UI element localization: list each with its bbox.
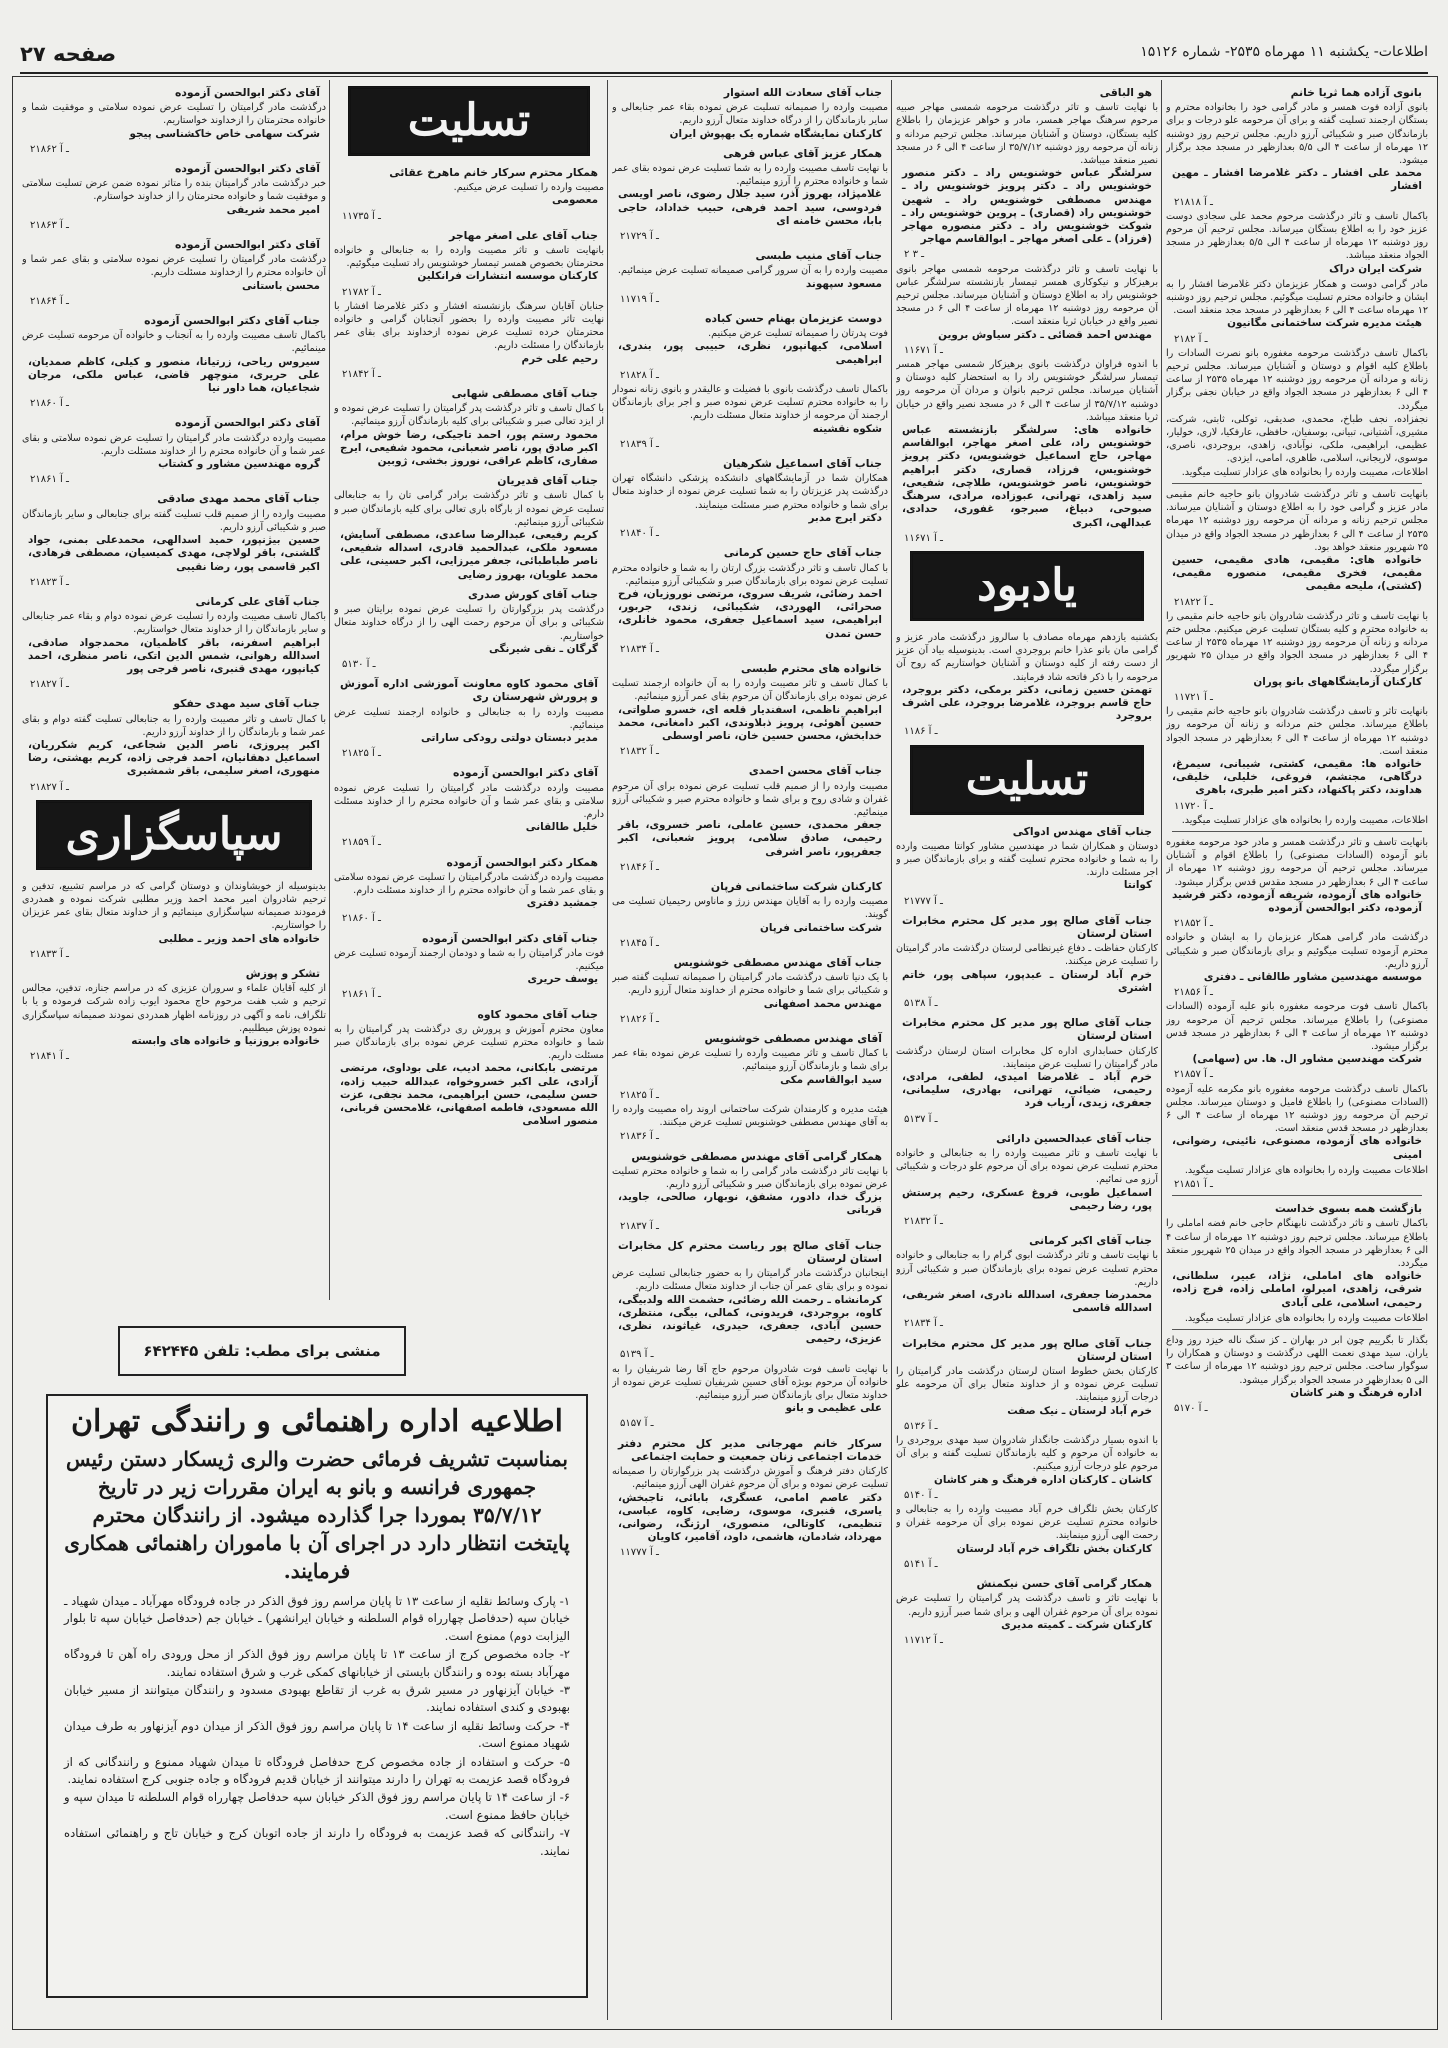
notice-heading: همکار گرامی آقای حسن نیکمنش <box>976 1577 1152 1591</box>
page-header <box>20 36 1428 74</box>
ad-reference: ۲۱۸۴۵ ـ آ <box>620 937 659 949</box>
section-banner-sepasgozari: سپاسگزاری <box>36 800 312 870</box>
notice-body: با کمال تاسف و تاثر درگذشت بزرگ ارتان را به شما و خانواده محترم تسلیت عرض نموده برای بازماندگان صبر و شکیبائی آرزو مینمائیم. <box>612 562 888 587</box>
notice-heading: بازگشت همه بسوی خداست <box>1274 1202 1422 1216</box>
notice-heading: هو الباقی <box>1099 86 1152 99</box>
issue-meta: اطلاعات- یکشنبه ۱۱ مهرماه ۲۵۳۵- شماره ۱۵۱۲۶ <box>1140 44 1428 60</box>
signatories: ابراهیم اسفرنه، باقر کاظمیان، محمدجواد صادقی، اسدالله رهوانی، شمس الدین اتکی، ناصر منظری، احمد کیانپور، مهدی قنبری، ناصر فرجی پور <box>28 636 320 675</box>
notice-body: باکمال تاسف و تاثر درگذشت نابهنگام حاجی خانم فضه اماملی را باطلاع میرساند. مجلس ترحیم روز دوشنبه ۱۲ مهرماه از ساعت ۴ الی ۶ بعدازظهر در مسجد الجواد واقع در میدان ۲۵ شهریور منعقد میگردد. <box>1166 1218 1428 1270</box>
notice-body: با کمال تاسف و تاثر مصیبت وارده را تسلیت عرض نموده بقاء عمر برای شما و بازماندگان آرزو مینمائیم. <box>612 1048 888 1073</box>
notice-heading: جناب آقای محمود کاوه <box>477 1007 598 1021</box>
signatories: کارکنان شرکت ـ کمیته مدیری <box>1001 1618 1152 1631</box>
notice-item: ۶- از ساعت ۱۴ تا پایان مراسم روز فوق الذکر خیابان سپه حدفاصل چهارراه قوام السلطنه تا میدان سپه و خیابان حافظ ممنوع است. <box>64 1790 570 1822</box>
ad-reference: ۱۱۸۶ ـ آ <box>904 726 938 738</box>
notice-heading: آقای دکتر ابوالحسن آزموده <box>175 86 320 99</box>
ad-reference: ۱۱۷۳۵ ـ آ <box>342 210 381 222</box>
notice-heading: جناب آقای اسماعیل شکرهیان <box>723 457 882 471</box>
notice-heading: جناب آقای صالح پور مدیر کل محترم مخابرات استان لرستان <box>902 1336 1152 1363</box>
ad-reference: ۲۱۸۶۴ ـ آ <box>30 295 69 307</box>
signatories: اداره فرهنگ و هنر کاشان <box>1290 1386 1422 1399</box>
divider <box>1172 831 1422 832</box>
notice-body: اطلاعات، مصیبت وارده را بخانواده های عزادار تسلیت میگوید. <box>1181 814 1428 826</box>
ad-reference: ۵۱۷۰ ـ آ <box>1174 1403 1208 1415</box>
signatories: احمد رضائی، شریف سروی، مرتضی نوروزیان، فرح صحرائی، الهوردی، شکیبائی، زندی، جربور، ابراهیمی، سید اسماعیل جعفری، محمود خانلری، حسن تمدن <box>618 587 882 640</box>
notice-body: با کمال تاسف و تاثر مصیبت وارده را به آن خانواده ارجمند تسلیت عرض نموده برای بازماندگان آن مرحوم بقای عمر آرزو مینمائیم. <box>612 678 888 703</box>
signatories: خانواده های: مقیمی، هادی مقیمی، حسین مقیمی، فخری مقیمی، منصوره مقیمی، (کشتی)، ملیحه مقیمی <box>1172 553 1422 593</box>
signatories: کاشان ـ کارکنان اداره فرهنگ و هنر کاشان <box>933 1473 1152 1486</box>
notice-heading: جناب آقای دکتر ابوالحسن آزموده <box>422 931 598 945</box>
notice-item: ۷- رانندگانی که قصد عزیمت به فرودگاه را دارند از جاده اتوبان کرج و خیابان تاج و راهنمائی استفاده نمایند. <box>64 1826 570 1858</box>
notice-heading: آقای محمود کاوه معاونت آموزشی اداره آموزش و پرورش شهرستان ری <box>340 677 598 704</box>
notice-body: بدینوسیله از خویشاوندان و دوستان گرامی که در مراسم تشییع، تدفین و ترحیم شادروان امیر محمد احمد وزیر مطلبی شرکت نموده و همدردی فرمودند صمیمانه سپاسگزاری مینمائیم و از خداوند متعال بقای عمر عزیزان را خواستاریم. <box>22 880 326 932</box>
notice-body: بگذار تا بگرییم چون ابر در بهاران ـ کز سنگ ناله خیزد روز وداع یاران. سید مهدی نعمت اللهی درگذشت و دوستان و همکاران را سوگوار ساخت. مجلس ترحیم روز دوشنبه ۱۲ مهرماه از ساعت ۳ الی ۵ بعدازظهر در مسجد الجواد برگزار میشود. <box>1166 1335 1428 1386</box>
ad-reference: ۲۱۸۱۸ ـ آ <box>1174 196 1213 208</box>
notice-body: با اندوه بسیار درگذشت جانگداز شادروان سید مهدی بروجردی را به خانواده آن مرحوم و کلیه بازماندگان تسلیت گفته و برای آن مرحوم علو درجات آرزو میکنیم. <box>896 1435 1158 1473</box>
notice-heading: دوست عزیزمان بهنام حسن کباده <box>705 312 882 326</box>
signatories: شرکت ساختمانی فرپان <box>759 921 882 934</box>
notice-heading: جناب آقای قدیریان <box>497 474 598 488</box>
ad-reference: ۲ ـ ۳ <box>904 249 925 261</box>
notice-heading: جناب آقای حاج حسین کرمانی <box>723 546 882 560</box>
notice-heading: همکار گرامی آقای مهندس مصطفی خوشنویس <box>631 1149 882 1163</box>
ad-reference: ۲۱۸۶۰ ـ آ <box>342 913 381 925</box>
notice-heading: جناب آقای سعادت الله استوار <box>723 86 882 99</box>
notice-body: خبر درگذشت مادر گرامیتان بنده را متاثر نموده ضمن عرض تسلیت سلامتی و موفقیت شما و خانواده محترمتان را از خداوند خواستارم. <box>22 178 326 203</box>
signatories: خرم آباد لرستان ـ عبدپور، سپاهی پور، خاتم اشتری <box>902 968 1152 994</box>
signatories: کوانتا <box>1123 879 1152 892</box>
notice-heading: جناب آقای صالح پور مدیر کل محترم مخابرات استان لرستان <box>902 913 1152 940</box>
notice-heading: جناب آقای محسن احمدی <box>748 764 882 778</box>
ad-reference: ۵۱۳۸ ـ آ <box>904 997 938 1009</box>
ad-reference: ۲۱۸۳۹ ـ آ <box>620 438 659 450</box>
notice-item: ۴- حرکت وسائط نقلیه از ساعت ۱۴ تا پایان مراسم روز فوق الذکر از میدان دوم آیزنهاور به طرف میدان شهیاد ممنوع است. <box>64 1718 571 1751</box>
signatories: امیر محمد شریفی <box>226 203 320 216</box>
column-four <box>334 80 604 1300</box>
column-rule <box>329 80 330 1300</box>
ad-reference: ۲۱۸۲۳ ـ آ <box>30 576 69 588</box>
ad-reference: ۵۱۴۰ ـ آ <box>904 1489 938 1501</box>
ad-reference: ۱۱۷۱۹ ـ آ <box>620 293 659 305</box>
notice-heading: همکار دکتر ابوالحسن آزموده <box>446 855 598 869</box>
ad-reference: ۵۱۳۰ ـ آ <box>342 658 376 670</box>
signatories: خانواده های احمد وزیر ـ مطلبی <box>158 932 320 945</box>
signatories: کارکنان بخش تلگراف خرم آباد لرستان <box>956 1542 1152 1555</box>
notice-item: ۳- خیابان آیزنهاور در مسیر شرق به غرب از تقاطع بهبودی مسدود و رانندگان میتوانند از مسیر خیابان بهبودی و کندی استفاده نمایند. <box>64 1683 570 1715</box>
notice-body: همکاران شما در آزمایشگاههای دانشکده پزشکی دانشگاه تهران درگذشت پدر عزیزتان را به شما تسلیت عرض نموده از خداوند متعال برای شما و خانواده محترم صبر مسئلت مینمایند. <box>612 473 888 511</box>
notice-body: باکمال تاسف و تاثر درگذشت مرحوم محمد علی سجادی دوست عزیز خود را به اطلاع بستگان میرساند. مجلس ترحیم آن مرحوم روز دوشنبه ۱۲ مهرماه از ساعت ۴ الی ۵/۵ بعدازظهر در مسجد الجواد منعقد میباشد. <box>1166 210 1428 262</box>
notice-heading: جناب آقای سید مهدی حفکو <box>173 697 320 711</box>
notice-body: باکمال تاسف مصیبت وارده را به آنجناب و خانواده آن مرحومه تسلیت عرض مینمائیم. <box>22 330 326 355</box>
ad-reference: ۲۱۸۳۲ ـ آ <box>620 746 659 758</box>
signatories: خانواده های آزموده، شریفه آزموده، دکتر فرشید آزموده، دکتر ابوالحسن آزموده <box>1172 888 1422 914</box>
signatories: رحیم علی خرم <box>521 352 598 365</box>
ad-reference: ۲۱۸۴۱ ـ آ <box>30 1051 69 1063</box>
notice-items <box>48 1593 586 1860</box>
notice-heading: همکار عزیز آقای عباس فرهی <box>723 146 882 160</box>
notice-body: بانوی آزاده فوت همسر و مادر گرامی خود را بخانواده محترم و بستگان ارجمند تسلیت گفته و برای آن مرحومه علو درجات و برای بازماندگان صبر و شکیبائی آرزو داریم. مجلس ترحیم روز دوشنبه ۱۲ مهرماه از ساعت ۴ الی ۵/۵ بعدازظهر در مسجد مجد برگزار میشود. <box>1166 102 1428 167</box>
ad-reference: ۵۱۴۱ ـ آ <box>904 1558 938 1570</box>
notice-body: باکمال تاسف فوت مرحومه مغفوره بانو علیه آزموده (السادات مصنوعی) را باطلاع میرساند. مجلس ترحیم آن مرحومه روز دوشنبه ۱۲ مهرماه از ساعت ۴ الی ۶ بعدازظهر در مسجد قدس برگزار میشود. <box>1166 1001 1428 1053</box>
divider <box>1172 1195 1422 1196</box>
notice-body: با کمال تاسف و تاثر درگذشت برادر گرامی تان را به جنابعالی تسلیت عرض نموده از بارگاه باری تعالی برای کلیه بازماندگان صبر و شکیبائی آرزو مینمائیم. <box>334 490 604 528</box>
notice-body: کارکنان بخش تلگراف خرم آباد مصیبت وارده را به جنابعالی و خانواده محترم تسلیت عرض نموده برای آن مرحومه غفران و رحمت الهی آرزو مینمایند. <box>896 1504 1158 1542</box>
notice-heading: کارکنان شرکت ساختمانی فرپان <box>710 879 882 893</box>
signatories: جمشید دفتری <box>526 897 598 910</box>
ad-reference: ۲۱۸۶۲ ـ آ <box>30 143 69 155</box>
ad-reference: ۲۱۸۵۱ ـ آ <box>1174 1179 1213 1191</box>
notice-heading: سرکار خانم مهرجانی مدیر کل محترم دفتر خدمات اجتماعی زنان جمعیت و حمایت اجتماعی <box>618 1436 882 1463</box>
notice-body: درگذشت پدر بزرگوارتان را تسلیت عرض نموده برایتان صبر و شکیبائی و برای آن مرحوم رحمت الهی را از درگاه خداوند متعال خواستاریم. <box>334 604 604 642</box>
ad-reference: ۲۱۸۶۰ ـ آ <box>30 398 69 410</box>
notice-body: مصیبت وارده را به آقایان مهندس زرژ و ماناوس رحیمیان تسلیت می گویند. <box>612 896 888 921</box>
signatories: شرکت مهندسین مشاور ال. ها. س (سهامی) <box>1192 1053 1422 1066</box>
notice-heading: بانوی آزاده هما ثریا خانم <box>1290 86 1422 99</box>
notice-heading: جناب آقای صالح پور مدیر کل محترم مخابرات استان لرستان <box>902 1016 1152 1043</box>
notice-item: ۱- پارک وسائط نقلیه از ساعت ۱۳ تا پایان مراسم روز فوق الذکر در جاده فرودگاه مهرآباد ـ میدان شهیاد ـ خیابان سپه (حدفاصل چهارراه قوام السلطنه و خیابان ایرانشهر) ـ خیابان جم (حدفاصل خیابان سپه تا بلوار الیزابت دوم) ممنوع است. <box>64 1594 570 1643</box>
signatories: خانواده های: سرلشگر بازنشسته عباس خوشنویس راد، علی اصغر مهاجر، ابوالقاسم مهاجر، حاج اسماعیل خوشنویس، دکتر پرویز خوشنویس، فرزاد، قصاری، دکتر ابراهیم خوشنویس، ناصر خوشنویس، طلاچی، شفیعی، سید زاهدی، تهرانی، عبوزاده، مرادی، سرهنگ صبوحی، دبیاغ، صبرجو، غفوری، حدادی، عبدالهی، اکبری <box>902 424 1152 529</box>
notice-heading: جناب آقای دکتر ابوالحسن آزموده <box>144 314 320 328</box>
signatories: خانواده های اماملی، نژاد، عبیر، سلطانی، شرقی، زاهدی، امیرلو، اماملی زاده، فرج زاده، رحیمی، اسلامی، علی آبادی <box>1172 1270 1422 1309</box>
notice-body: با کمال تاسف و تاثر مصیبت وارده را به جنابعالی تسلیت گفته دوام و بقای عمر شما و بازماندگان را از خداوند آرزو داریم. <box>22 713 326 738</box>
notice-body: جنابان آقایان سرهنگ بازنشسته افشار و دکتر غلامرضا افشار با نهایت تاثر مصیبت وارده را بحضور آنجنابان گرامی و خانواده محترمتان خرده تسلیت عرض نموده ازخداوند برای بقای عمر بازماندگان را مسئلت داریم. <box>334 300 604 352</box>
ad-reference: ۲۱۸۴۲ ـ آ <box>342 368 381 380</box>
notice-body: هیئت مدیره و کارمندان شرکت ساختمانی اروند راه مصیبت وارده را به آقای مهندس مصطفی خوشنویس تسلیت عرض میکنند. <box>612 1104 888 1129</box>
divider <box>1172 483 1422 484</box>
ad-reference: ۲۱۸۶۳ ـ آ <box>30 219 69 231</box>
notice-heading: آقای مهندس مصطفی خوشنویس <box>704 1032 882 1045</box>
signatories: خانواده های آزموده، مصنوعی، نائینی، رضوانی، امینی <box>1172 1135 1422 1161</box>
notice-body: فوت پدرتان را صمیمانه تسلیت عرض میکنیم. <box>708 328 888 340</box>
ad-reference: ۲۱۸۶۱ ـ آ <box>342 989 381 1001</box>
ad-reference: ۲۱۸۴۰ ـ آ <box>620 528 659 540</box>
notice-body: کارکنان دفتر فرهنگ و آموزش درگذشت پدر بزرگوارتان را صمیمانه تسلیت عرض نموده و برای آن مرحوم غفران الهی آرزو مینمائیم. <box>612 1466 888 1491</box>
ad-reference: ۲۱۸۳۴ ـ آ <box>904 1318 943 1330</box>
notice-body: با نهایت تاسف و تاثر درگذشت مرحومه شمسی مهاجر صبیه مرحوم سرهنگ مهاجر همسر، مادر و خواهر عزیزمان را باطلاع کلیه بستگان، دوستان و آشنایان میرساند. مجلس ترحیم مردانه و زنانه آن مرحومه روز دوشنبه ۳۵/۷/۱۲ از ساعت ۴ الی ۶ در مسجد نصیر منعقد میباشد. <box>896 102 1158 167</box>
notice-body: با نهایت تاسف و تاثر مصیبت وارده را به جنابعالی و خانواده محترم تسلیت عرض نموده برای آن مرحوم علو درجات و شکیبائی آرزو می نمائیم. <box>896 1148 1158 1186</box>
notice-body: درگذشت مادر گرامی همکار عزیزمان را به ایشان و خانواده محترم آزموده تسلیت میگوئیم و برای بازماندگان صبر و شکیبائی آرزو داریم. <box>1166 932 1428 970</box>
notice-body: مصیبت وارده را صمیمانه تسلیت عرض نموده بقاء عمر جنابعالی و سایر بازماندگان را از درگاه خداوند متعال آرزو داریم. <box>612 102 888 127</box>
ad-reference: ۱۱۶۷۱ ـ آ <box>904 344 943 356</box>
notice-body: بانهایت تاسف و تاثر درگذشت همسر و مادر خود مرحومه مغفوره بانو آزموده (السادات مصنوعی) را باطلاع اقوام و آشنایان میرساند. مجلس ترحیم آن مرحومه روز دوشنبه ۱۲ مهرماه از ساعت ۴ الی ۶ بعدازظهر در مسجد مقدس قدس برگزار میشود. <box>1166 836 1428 888</box>
notice-heading: آقای دکتر ابوالحسن آزموده <box>175 162 320 176</box>
notice-body: اطلاعات مصیبت وارده را بخانواده های عزادار تسلیت میگوید. <box>1184 1164 1428 1176</box>
notice-body: با نهایت تاسف مصیبت وارده را به شما تسلیت عرض نموده بقای عمر شما و خانواده محترم را آرزو مینمائیم. <box>612 163 888 188</box>
ad-reference: ۲۱۸۳۷ ـ آ <box>620 1220 659 1232</box>
notice-body: باکمال تاسف مصیبت وارده را تسلیت عرض نموده دوام و بقاء عمر جنابعالی و سایر بازماندگان را از خداوند متعال خواستاریم. <box>22 611 326 636</box>
notice-body: مصیبت وارده را از صمیم قلب تسلیت گفته برای جنابعالی و سایر بازماندگان صبر و شکیبائی آرزو داریم. <box>22 508 326 533</box>
ad-reference: ۲۱۸۵۷ ـ آ <box>1174 1069 1213 1081</box>
signatories: هیئت مدیره شرکت ساختمانی مگانیون <box>1227 317 1422 330</box>
section-banner-tasliyat_2: تسلیت <box>910 745 1144 815</box>
column-two <box>896 80 1158 2020</box>
notice-body: اطلاعات مصیبت وارده را بخانواده های عزادار تسلیت میگوید. <box>1184 1312 1428 1324</box>
notice-item: ۲- جاده مخصوص کرج از ساعت ۱۳ تا پایان مراسم روز فوق الذکر از محل ورودی راه آهن تا فرودگاه مهرآباد بسته بوده و رانندگان بایستی از خیابانهای کمکی غرب و شرق استفاده نمایند. <box>64 1647 570 1679</box>
notice-body: فوت مادر گرامیتان را به شما و دودمان ارجمند آزموده تسلیت عرض میکنیم. <box>334 947 604 972</box>
notice-body: مصیبت وارده را از صمیم قلب تسلیت عرض نموده برای آن مرحوم غفران و شادی روح و برای شما و خانواده محترم صبر و شکیبائی آرزو مینمائیم. <box>612 780 888 818</box>
notice-body: مصیبت وارده را به جنابعالی و خانواده ارجمند تسلیت عرض مینمائیم. <box>334 706 604 731</box>
ad-reference: ۲۱۸۳۲ ـ آ <box>904 1216 943 1228</box>
ad-reference: ۵۱۳۹ ـ آ <box>620 1349 654 1361</box>
notice-body: با اندوه فراوان درگذشت بانوی برهیزکار شمسی مهاجر همسر تیمسار سرلشگر خوشنویس راد را به استحضار کلیه دوستان و آشنایان میرساند. مجلس ترحیم بانوان و مردان آن مرحومه روز دوشنبه ۳۵/۷/۱۲ از ساعت ۴ الی ۶ در مسجد نصیر واقع در خیابان ثریا منعقد میباشد. <box>896 359 1158 423</box>
notice-body: با نهایت تاثر درگذشت مادر گرامی را به شما و خانواده محترم تسلیت عرض نموده برای بازماندگان صبر و شکیبائی آرزو داریم. <box>612 1165 888 1191</box>
ad-reference: ۲۱۸۲۵ ـ آ <box>342 748 381 760</box>
signatories: غلامپژاد، بهروز آذر، سید جلال رضوی، ناصر اویسی فردوسی، سید احمد فرهی، حبیب خداداد، حاجی بابا، محسن خامنه ای <box>618 188 882 227</box>
ad-reference: ۲۱۸۶۱ ـ آ <box>30 474 69 486</box>
signatories: تهمتن حسین زمانی، دکتر برمکی، دکتر بروجرد، حاج قاسم بروجرد، غلامرضا بروجرد، علی اشرف بروجرد <box>902 683 1152 723</box>
ad-reference: ۲۱۸۲۶ ـ آ <box>620 1013 659 1025</box>
signatories: خرم آباد لرستان ـ نیک صفت <box>1007 1404 1152 1417</box>
signatories: خلیل طالقانی <box>525 821 598 834</box>
signatories: دکتر عاصم امامی، عسگری، بابائی، تاجبخش، یاسری، قنبری، موسوی، رضایی، کاوه، عباسی، تنظیمی، کاوتالی، منصوری، ارژنگ، رضوانی، مهرداد، شادمان، هاشمی، داود، آقامیر، کاویان <box>618 1491 882 1544</box>
signatories: معصومی <box>552 194 598 207</box>
column-rule <box>891 80 892 2020</box>
notice-heading: جناب آقای عبدالحسین دارائی <box>996 1131 1152 1145</box>
ad-reference: ۱۱۷۲۰ ـ آ <box>1174 800 1213 812</box>
signatories: کارکنان آزمایشگاههای بانو پوران <box>1253 675 1422 688</box>
signatories: کریم رفیعی، عبدالرضا ساعدی، مصطفی آسایش، مسعود ملکی، عبدالحمید قادری، اسداله شفیعی، ناصر طباطبائی، جعفر میرزایی، اکبر حسینی، علی محمد علویان، بهروز رضایی <box>340 529 598 581</box>
signatories: محمود رستم پور، احمد تاجیکی، رضا خوش مرام، اکبر صادق پور، ناصر شعبانی، محمود شفیعی، ایرج صفاری، کاظم عراقی، نوروز بخشی، ژوبین <box>340 428 598 468</box>
ad-reference: ۲۱۷۲۹ ـ آ <box>620 231 659 243</box>
signatories: مدیر دبستان دولتی رودکی ساراتی <box>421 731 598 744</box>
ad-reference: ۲۱۸۵۲ ـ آ <box>1174 918 1213 930</box>
notice-body: باکمال تاسف درگذشت مرحومه مغفوره بانو مکرمه علیه آزموده (السادات مصنوعی) را باطلاع فامیل و دوستان میرساند. مجلس ترحیم آن مرحومه روز دوشنبه ۱۲ مهرماه از ساعت ۴ الی ۶ بعدازظهر در مسجد قدس منعقد است. <box>1166 1083 1428 1135</box>
ad-reference: ۵۱۳۶ ـ آ <box>904 1420 938 1432</box>
notice-item: ۵- حرکت و استفاده از جاده مخصوص کرج حدفاصل فرودگاه تا میدان شهیاد ممنوع و رانندگانی که از فرودگاه قصد عزیمت به تهران را دارند میتوانند از خیابان قدیم فرودگاه و جاده جنوبی کرج استفاده نمایند. <box>64 1754 570 1787</box>
notice-heading: آقای دکتر ابوالحسن آزموده <box>175 416 320 430</box>
signatories: شرکت ایران دراک <box>1329 262 1422 275</box>
column-rule <box>1161 80 1162 2020</box>
notice-subtitle: بمناسبت تشریف فرمائی حضرت والری ژیسکار دستن رئیس جمهوری فرانسه و بانو به ایران مقررات زیر در تاریخ ۳۵/۷/۱۲ بموردا جرا گذارده میشود. از رانندگان محترم پایتخت انتظار دارد در اجرای آن با ماموران راهنمائی همکاری فرمایند. <box>64 1447 570 1583</box>
notice-body: کارکنان بخش خطوط استان لرستان درگذشت مادر گرامیتان را تسلیت عرض نموده و از خداوند متعال برای آن مرحومه علو درجات آرزو مینمایند. <box>896 1366 1158 1404</box>
column-obituaries <box>1166 80 1428 2020</box>
ad-reference: ۲۱۸۲۷ ـ آ <box>30 781 69 793</box>
notice-body: با نهایت تاثر و تاسف درگذشت پدر گرامیتان را تسلیت عرض نموده برای آن مرحوم غفران الهی و برای شما صبر آرزو داریم. <box>896 1593 1158 1618</box>
notice-heading: جناب آقای مهندس ادواکی <box>1012 824 1152 838</box>
notice-body: درگذشت مادر گرامیتان را تسلیت عرض نموده سلامتی و بقای عمر شما و آن خانواده محترم را ازخداوند مسئلت داریم. <box>22 254 326 279</box>
notice-heading: جناب آقای کورش صدری <box>467 587 598 601</box>
signatories: کرمانشاه ـ رحمت الله رضائی، حشمت الله ولدبیگی، کاوه، بروجردی، فریدونی، کمالی، بیگی، منتظری، حسین آبادی، جعفری، حیدری، غیاثوند، نظری، عزیزی، رحیمی <box>618 1293 882 1346</box>
signatories: محسن باستانی <box>241 279 320 292</box>
phone-box <box>118 1326 406 1376</box>
notice-body: بانهایت تاثر و تاسف درگذشت شادروان بانو حاجیه خانم مقیمی را باطلاع میرساند. مجلس ختم مردانه و زنانه آن مرحومه روز دوشنبه ۱۲ مهرماه از ساعت ۴ الی ۶ بعدازظهر در مسجد الجواد منعقد است. <box>1166 706 1428 757</box>
notice-body: کارکنان حفاظت ـ دفاع غیرنظامی لرستان درگذشت مادر گرامیتان را تسلیت عرض میکنند. <box>896 943 1158 968</box>
notice-heading: جناب آقای علی کرمانی <box>195 594 320 608</box>
signatories: یوسف حریری <box>527 973 598 986</box>
notice-body: از کلیه آقایان علماء و سروران عزیزی که در مراسم جنازه، تدفین، مجالس ترحیم و شب هفت مرحوم حاج محمود ایوب زاده شرکت فرموده و یا با تلگراف، نامه و آگهی در روزنامه اظهار همدردی نمودند صمیمانه سپاسگزاری نموده پوزش میطلبیم. <box>22 983 326 1034</box>
notice-body: اطلاعات، مصیبت وارده را بخانواده های عزادار تسلیت میگوید. <box>1181 466 1428 478</box>
notice-heading: جناب آقای علی اصغر مهاجر <box>449 228 598 242</box>
signatories: اکبر پیروزی، ناصر الدین شجاعی، کریم شکرریان، اسماعیل دهقانیان، احمد فرجی زاده، کریم بهشتی، رضا منهوری، اصغر سلیمی، باقر شمشیری <box>28 738 320 778</box>
signatories: خانواده بروزنیا و خانواده های وابسته <box>131 1034 320 1047</box>
ad-reference: ۱۱۷۲۱ ـ آ <box>1174 691 1213 703</box>
signatories: مهندس احمد قضائی ـ دکتر سیاوش بروین <box>938 328 1152 341</box>
notice-body: مادر گرامی دوست و همکار عزیزمان دکتر غلامرضا افشار را به ایشان و خانواده محترم تسلیت میگوئیم. مجلس ترحیم روز دوشنبه ۱۲ مهرماه ساعت ۴ الی ۶ بعدازظهر در مسجد مجد منعقد است. <box>1166 278 1428 317</box>
signatories: جعفر محمدی، حسین عاملی، ناصر خسروی، باقر رحیمی، صادق سلامی، پرویز شعبانی، اکبر جعفرپور، ناصر اشرفی <box>618 819 882 858</box>
notice-heading: جناب آقای مهندس مصطفی خوشنویس <box>673 955 882 969</box>
notice-body: با کمال تاسف و تاثر درگذشت پدر گرامیتان را تسلیت عرض نموده و از ایزد تعالی صبر و شکیبائی برای کلیه بازماندگان آرزو مینمائیم. <box>334 403 604 428</box>
traffic-notice <box>46 1394 588 1998</box>
signatories: کارکنان موسسه انتشارات فرانکلین <box>417 270 598 283</box>
signatories: علی عظیمی و بانو <box>785 1402 882 1415</box>
signatories: اسلامی، کیهانپور، نظری، حبیبی پور، بندری، ابراهیمی <box>618 340 882 366</box>
ad-reference: ۲۱۸۲۲ ـ آ <box>1174 596 1213 608</box>
notice-body: مصیبت وارده را به آن سرور گرامی صمیمانه تسلیت عرض مینمائیم. <box>617 265 888 277</box>
ad-reference: ۲۱۸۵۹ ـ آ <box>342 837 381 849</box>
notice-heading: تشکر و پوزش <box>245 966 320 980</box>
ad-reference: ۲۱۸۲۷ ـ آ <box>30 679 69 691</box>
signatories: موسسه مهندسین مشاور طالقانی ـ دفتری <box>1203 971 1422 983</box>
signatories: گروه مهندسین مشاور و کشتاب <box>158 458 320 471</box>
notice-heading: جناب آقای اکبر کرمانی <box>1029 1234 1152 1248</box>
ad-reference: ۱۱۷۷۷ ـ آ <box>620 1547 659 1559</box>
notice-body: باکمال تاسف درگذشت مرحومه مغفوره بانو نصرت السادات را باطلاع کلیه اقوام و دوستان و آشنایان میرساند. مجلس ترحیم زنانه و مردانه آن مرحومه روز دوشنبه ۱۲ مهرماه ۲۵۳۵ از ساعت ۴ الی ۶ بعدازظهر در مسجد الجواد واقع در خیابان نجفی برگزار میگردد. <box>1166 347 1428 412</box>
ad-reference: ۱۱۷۱۲ ـ آ <box>904 1634 943 1646</box>
signatories: محمدرضا جعفری، اسدالله نادری، اصغر شریفی، اسدالله قاسمی <box>902 1289 1152 1315</box>
column-five <box>22 80 326 1300</box>
notice-heading: همکار محترم سرکار خانم ماهرخ عقائی <box>389 166 598 179</box>
signatories: دکتر ایرج مدبر <box>808 511 882 524</box>
notice-body: با نهایت تاسف فوت شادروان مرحوم حاج آقا رضا شریفیان را به خانواده آن مرحوم بویژه آقای حسین شریفیان تسلیت عرض نموده از خداوند متعال برای بازماندگان صبر آرزو مینمائیم. <box>612 1363 888 1402</box>
signatories: شرکت سهامی خاص خاکشناسی پیجو <box>129 127 320 140</box>
notice-body: مصیبت وارده درگذشت مادر گرامیتان را تسلیت عرض نموده سلامتی و بقای عمر شما و آن خانواده محترم را از خداوند مسئلت داریم. <box>22 432 326 457</box>
signatories: مهندس محمد اصفهانی <box>763 997 882 1010</box>
signatories: مرتضی بابکانی، محمد ادیب، علی بوداوی، مرتضی آزادی، علی اکبر خسروخواه، عبدالله حبیب زاده، حسن سلیمی، حسن ابراهیمی، محمد نجفی، عزت الله مسعودی، فاطمه اصفهانی، غلامحسن قربانی، منصور اسلامی <box>340 1062 598 1128</box>
notice-body: با نهایت تاسف و تاثر درگذشت مرحومه شمسی مهاجر بانوی برهیزکار و نیکوکاری همسر تیمسار بازنشسته سرلشگر عباس خوشنویس راد به اطلاع دوستان و آشنایان میرساند. مجلس ترحیم آن مرحومه روز دوشنبه ۱۲ مهرماه از ساعت ۴ الی ۶ در مسجد نصیر واقع در خیابان ثریا منعقد است. <box>896 263 1158 328</box>
notice-body: درگذشت مادر گرامیتان را تسلیت عرض نموده سلامتی و موفقیت شما و خانواده محترمتان را ازخداوند خواستاریم. <box>22 102 326 127</box>
notice-body: معاون محترم آموزش و پرورش ری درگذشت پدر گرامیتان را به شما و خانواده محترم تسلیت عرض نموده برای بازماندگان صبر مسئلت داریم. <box>334 1023 604 1062</box>
notice-heading: خانواده های محترم طبسی <box>741 661 882 675</box>
notice-body: نجفزاده، نجف طباخ، محمدی، صدیقی، توکلی، ثابتی، شرکت، مشیری، آشتیانی، تبیانی، بوسفیان، حافظی، عارفکیا، لاری، خولیار، عظیمی، ابراهیمی، ملکی، نوآبادی، زاهدی، بروجردی، ناصری، موسوی، لاریجانی، اسلامی، طاهری، امامی، ایزدی. <box>1166 413 1428 465</box>
ad-reference: ۲۱۸۲۵ ـ آ <box>620 1089 659 1101</box>
notice-body: مصیبت وارده درگذشت مادر گرامیتان را تسلیت عرض نموده سلامتی و بقای عمر شما و آن خانواده محترم را از خداوند مسئلت دارم. <box>334 782 604 820</box>
notice-body: باکمال تاسف درگذشت بانوی با فضیلت و عالیقدر و بانوی زنانه نمودار را به خانواده محترم تسلیت عرض نموده صبر و اجر برای بازماندگان ارجمند آن مرحومه از خداوند متعال مسئلت داریم. <box>612 384 888 422</box>
signatories: حسین بیژنپور، حمید اسدالهی، محمدعلی بمنی، جواد گلشنی، باقر لولاچی، مهدی کمیسیان، مصطفی فرهادی، اکبر قاسمی پور، رضا نقیبی <box>28 534 320 573</box>
notice-body: بکشنبه یازدهم مهرماه مصادف با سالروز درگذشت مادر عزیز و گرامی مان بانو عذرا خانم بروجردی است. بدینوسیله بیاد آن عزیز از دست رفته از کلیه دوستان و آشنایان خواستاریم که روح آن مرحومه را با ذکر فاتحه شاد فرمایند. <box>896 631 1158 683</box>
notice-heading: جناب آقای مصطفی شهابی <box>451 387 598 401</box>
notice-heading: آقای دکتر ابوالحسن آزموده <box>453 766 598 780</box>
signatories: سرلشگر عباس خوشنویس راد ـ دکتر منصور خوشنویس راد ـ دکتر پرویز خوشنویس راد ـ مهندس مصطفی خوشنویس راد ـ شهین خوشنویس راد (قصاری) ـ پروین خوشنویس راد ـ شوکت خوشنویس راد ـ دکتر منصوره مهاجر (فرزاد) ـ علی اصغر مهاجر ـ ابوالقاسم مهاجر <box>902 167 1152 246</box>
page-number: صفحه ۲۷ <box>20 42 117 66</box>
notice-body: مصیبت وارده درگذشت مادرگرامیتان را تسلیت عرض نموده سلامتی و بقای عمر شما و آن خانواده محترم را از خداوند مسئلت دارم. <box>334 871 604 896</box>
ad-reference: ۲۱۷۸۲ ـ آ <box>342 286 381 298</box>
column-rule <box>607 80 608 2020</box>
signatories: خانواده ها: مقیمی، کشتی، شیبانی، سیمرغ، درگاهی، مجتشم، فروغی، خلیلی، خلیقی، هداوند، دکتر پاکنهاد، دکتر امیر طبری، باهری <box>1172 757 1422 797</box>
ad-reference: ۵۱۵۷ ـ آ <box>620 1418 654 1430</box>
signatories: گرگان ـ نقی شیرنگی <box>489 642 598 655</box>
ad-reference: ۲۱۸۲ ـ آ <box>1174 333 1208 345</box>
signatories: شکوه نقشینه <box>812 422 882 435</box>
notice-heading: آقای دکتر ابوالحسن آزموده <box>175 238 320 252</box>
ad-reference: ۱۱۶۷۱ ـ آ <box>904 532 943 544</box>
ad-reference: ۲۱۸۴۶ ـ آ <box>620 861 659 873</box>
signatories: خرم آباد ـ غلامرضا امیدی، لطفی، مرادی، رحیمی، ضیائی، تهرانی، بهادری، سلیمانی، جعفری، زیدی، آریاب فرد <box>902 1070 1152 1110</box>
signatories: سید ابوالقاسم مکی <box>780 1073 882 1086</box>
ad-reference: ۲۱۸۳۳ ـ آ <box>30 948 69 960</box>
ad-reference: ۲۱۸۵۶ ـ آ <box>1174 987 1213 999</box>
notice-body: مصیبت وارده را تسلیت عرض میکنیم. <box>453 182 604 194</box>
ad-reference: ۵۱۳۷ ـ آ <box>904 1113 938 1125</box>
ad-reference: ۲۱۸۳۴ ـ آ <box>620 643 659 655</box>
notice-body: اینجانبان درگذشت مادر گرامیتان را به حضور جنابعالی تسلیت عرض نموده و برای بقای عمر آن جناب از خداوند متعال مسئلت داریم. <box>612 1268 888 1293</box>
column-three <box>612 80 888 2020</box>
signatories: ابراهیم ناظمی، اسفندیار قلعه ای، خسرو صلواتی، حسین آهوئی، پرویز ذبلاوندی، اکبر دامغانی، محمد خدابخش، محسن حسین خان، ناصر اوسطی <box>618 703 882 742</box>
divider <box>1172 1329 1422 1330</box>
phone-text: منشی برای مطب: تلفن ۶۴۲۴۴۵ <box>143 1342 381 1360</box>
ad-reference: ۲۱۸۲۸ ـ آ <box>620 369 659 381</box>
notice-body: دوستان و همکاران شما در مهندسین مشاور کوانتا مصیبت وارده را به شما و خانواده محترم تسلیت گفته و برای بازماندگان صبر و اجر مسئلت دارند. <box>896 840 1158 879</box>
notice-heading: جناب آقای صالح پور ریاست محترم کل مخابرات استان لرستان <box>618 1238 882 1266</box>
signatories: بزرگ خدا، دادور، مشفق، نوبهار، صالحی، جاوید، قربانی <box>618 1191 882 1217</box>
notice-title: اطلاعیه اداره راهنمائی و رانندگی تهران <box>71 1404 563 1439</box>
signatories: اسماعیل طوبی، فروغ عسکری، رحیم پرستش پور، رضا رحیمی <box>902 1186 1152 1212</box>
notice-heading: جناب آقای منیب طبسی <box>755 249 882 263</box>
signatories: سیروس ریاحی، زرتیانا، منصور و کیلی، کاظم صمدیان، علی حریری، منوچهر قاضی، عباس ملکی، مرجان شجاعیان، هما داور نیا <box>28 355 320 395</box>
notice-body: با نهایت تاسف و تاثر درگذشت ابوی گرام را به جنابعالی و خانواده محترم تسلیت عرض نموده برای بازماندگان صبر و شکیبائی آرزو داریم. <box>896 1250 1158 1288</box>
section-banner-tasliyat_1: تسلیت <box>348 86 590 156</box>
signatories: محمد علی افشار ـ دکتر غلامرضا افشار ـ مهین افشار <box>1172 167 1422 193</box>
notice-heading: جناب آقای محمد مهدی صادقی <box>157 492 320 506</box>
signatories: کارکنان نمایشگاه شماره یک بهپوش ایران <box>669 127 882 140</box>
ad-reference: ۲۱۷۷۷ ـ آ <box>904 895 943 907</box>
notice-body: بانهایت تاسف و تاثر مصیبت وارده را به جنابعالی و خانواده محترمتان بخصوص همسر تیمسار خوشنویس راد تسلیت میگوئیم. <box>334 245 604 270</box>
signatories: مسعود سپهوند <box>805 277 882 290</box>
notice-body: بانهایت تاسف و تاثر درگذشت شادروان بانو حاجیه خانم مقیمی مادر عزیز و گرامی خود را به اطلاع دوستان و آشنایان میرساند. مجلس ترحیم زنانه و مردانه آن مرحومه روز دوشنبه ۱۲ مهرماه ۲۵۳۵ از ساعت ۴ الی ۶ بعدازظهر در مسجد الجواد واقع در میدان ۲۵ شهریور منعقد خواهد بود. <box>1166 488 1428 553</box>
section-banner-yadbood: یادبود <box>910 551 1144 621</box>
ad-reference: ۲۱۸۳۶ ـ آ <box>620 1131 659 1143</box>
notice-body: با نهایت تاسف و تاثر درگذشت شادروان بانو حاجیه خانم مقیمی را به خانواده محترم و کلیه بستگان تسلیت عرض میکنیم. مجلس ختم مردانه و زنانه آن مرحومه روز دوشنبه ۱۲ مهرماه ۲۵۳۵ از ساعت ۴ الی ۶ بعدازظهر در مسجد الجواد واقع در میدان ۲۵ شهریور برگزار میگردد. <box>1166 610 1428 675</box>
notice-body: کارکنان حسابداری اداره کل مخابرات استان لرستان درگذشت مادر گرامیتان را تسلیت عرض مینمایند. <box>896 1045 1158 1070</box>
notice-body: با یک دنیا تاسف درگذشت مادر گرامیتان را صمیمانه تسلیت گفته صبر و شکیبائی برای شما و خانواده محترم از خداوند متعال آرزو داریم. <box>612 972 888 997</box>
